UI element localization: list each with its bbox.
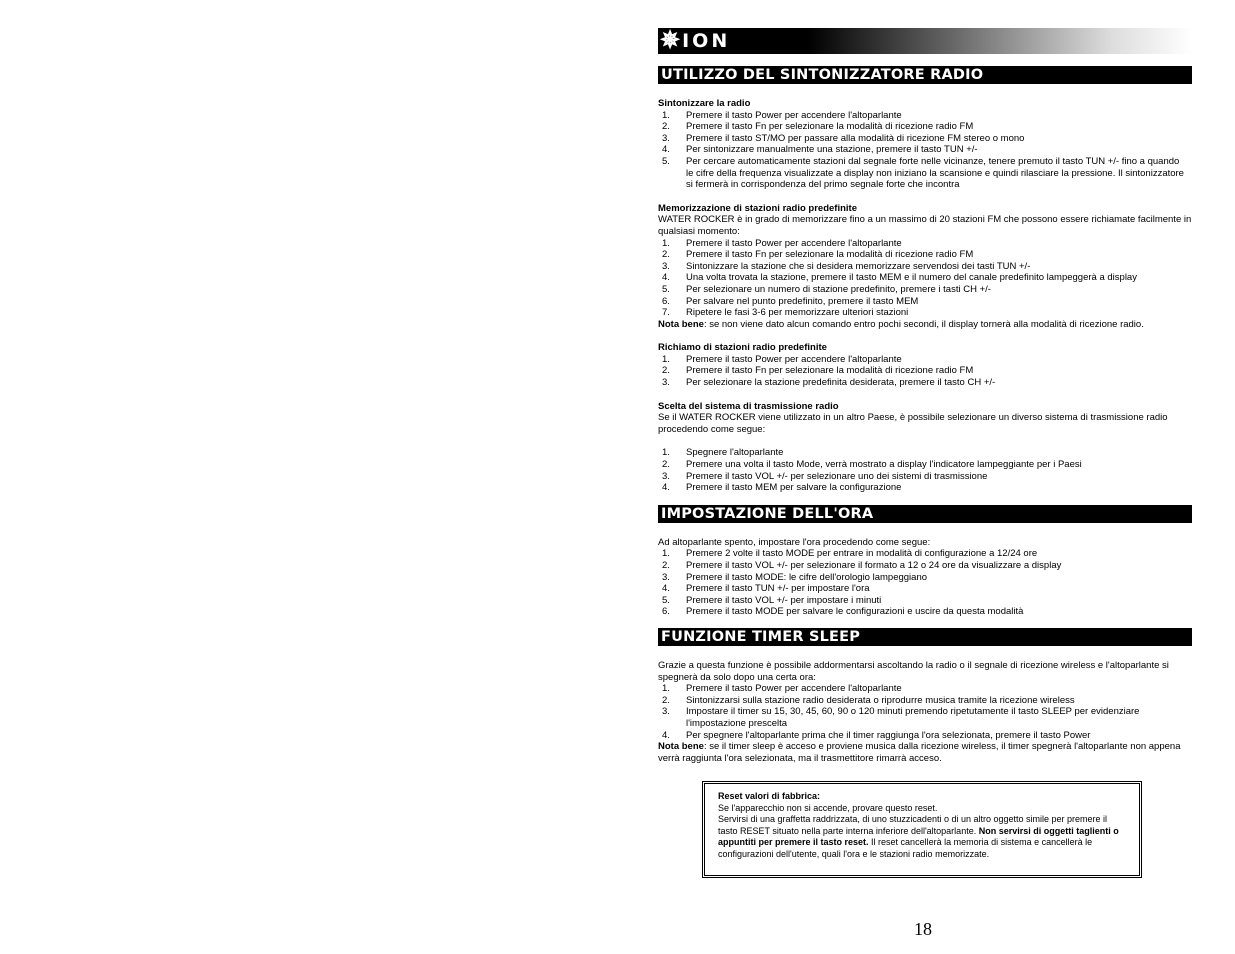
list-item: 5. Per cercare automaticamente stazioni dal segnale forte nelle vicinanze, tenere premuto il tasto TUN +/- fino a quando le cifre della frequenza visualizzate a display non iniziano la scansione e quindi rilasciare la pressione. Il sintonizzatore si fermerà in corrispondenza del primo segnale forte che incontra [662,155,1184,191]
note-text: : se non viene dato alcun comando entro pochi secondi, il display tornerà alla modalità di ricezione radio. [703,318,1144,330]
list-item: 2. Premere il tasto VOL +/- per selezionare il formato a 12 o 24 ore da visualizzare a display [662,560,1062,571]
page-number: 18 [914,919,932,939]
subsection-heading: Scelta del sistema di trasmissione radio [658,400,839,412]
reset-line: Se l'apparecchio non si accende, provare questo reset. [718,802,938,813]
note-label: Nota bene [658,318,704,330]
list-item: 5. Per selezionare un numero di stazione predefinito, premere i tasti CH +/- [662,283,991,295]
section-title-radio: UTILIZZO DEL SINTONIZZATORE RADIO [658,66,1192,84]
list-item: 2. Premere il tasto Fn per selezionare la modalità di ricezione radio FM [662,365,974,377]
list-item: 3. Per selezionare la stazione predefinita desiderata, premere il tasto CH +/- [662,377,996,389]
ion-logo-text: ION [682,29,731,52]
steps-list [658,238,1192,319]
steps-list [658,548,1192,618]
content-column [658,28,1192,764]
list-item: 4. Premere il tasto MEM per salvare la configurazione [662,482,902,494]
list-item: 4. Premere il tasto TUN +/- per impostare l'ora [662,583,870,595]
list-item: 1. Premere il tasto Power per accendere l'altoparlante [662,683,902,695]
steps-list [658,683,1192,741]
list-item: 1. Premere il tasto Power per accendere l'altoparlante [662,353,902,365]
section-title-sleep-timer: FUNZIONE TIMER SLEEP [658,628,1192,646]
list-item: 1. Spegnere l'altoparlante [662,447,784,459]
list-item: 2. Premere una volta il tasto Mode, verrà mostrato a display l'indicatore lampeggiante per i Paesi [662,459,1082,471]
subsection-heading: Richiamo di stazioni radio predefinite [658,342,827,354]
list-item: 4. Per sintonizzare manualmente una stazione, premere il tasto TUN +/- [662,144,978,156]
list-item: 3. Premere il tasto ST/MO per passare alla modalità di ricezione FM stereo o mono [662,132,1025,144]
reset-warning: Non servirsi di oggetti taglienti o appuntiti per premere il tasto reset. [718,825,1119,848]
intro-paragraph: WATER ROCKER è in grado di memorizzare fino a un massimo di 20 stazioni FM che possono essere richiamate facilmente in qualsiasi momento: [658,214,1192,237]
steps-list [658,354,1192,389]
list-item: 7. Ripetere le fasi 3-6 per memorizzare ulteriori stazioni [662,307,909,319]
steps-list [658,110,1192,191]
note-text: : se il timer sleep è acceso e proviene musica dalla ricezione wireless, il timer spegnerà l'altoparlante non appena verrà raggiunta l'ora selezionata, ma il trasmettitore rimarrà acceso. [658,741,1181,764]
list-item: 1. Premere 2 volte il tasto MODE per entrare in modalità di configurazione a 12/24 ore [662,548,1038,560]
list-item: 3. Premere il tasto MODE: le cifre dell'orologio lampeggiano [662,571,928,583]
reset-text-b: Il reset cancellerà la memoria di sistema e cancellerà le configurazioni dell'utente, quali l'ora e le stazioni radio memorizzate. [718,837,1093,859]
intro-paragraph: Grazie a questa funzione è possibile addormentarsi ascoltando la radio o il segnale di ricezione wireless e l'altoparlante si spegnerà da solo dopo una certa ora: [658,659,1169,683]
brand-header-bar [658,28,1192,54]
list-item: 1. Premere il tasto Power per accendere l'altoparlante [662,237,902,249]
note-paragraph [658,741,1192,764]
list-item: 5. Premere il tasto VOL +/- per impostare i minuti [662,594,882,606]
list-item: 3. Impostare il timer su 15, 30, 45, 60, 90 o 120 minuti premendo ripetutamente il tasto SLEEP per evidenziare l'impostazione prescelta [662,706,1140,729]
subsection-heading: Sintonizzare la radio [658,98,751,109]
list-item: 6. Per salvare nel punto predefinito, premere il tasto MEM [662,295,919,307]
ion-logo-star-icon: ✵ [660,27,681,54]
reset-info-content [718,791,1128,861]
list-item: 2. Premere il tasto Fn per selezionare la modalità di ricezione radio FM [662,249,974,261]
list-item: 3. Sintonizzare la stazione che si desidera memorizzare servendosi dei tasti TUN +/- [662,260,1031,272]
reset-heading: Reset valori di fabbrica: [718,791,821,801]
steps-list [658,447,1192,493]
list-item: 2. Sintonizzarsi sulla stazione radio desiderata o riprodurre musica tramite la ricezione wireless [662,694,1075,706]
list-item: 4. Per spegnere l'altoparlante prima che il timer raggiunga l'ora selezionata, premere il tasto Power [662,729,1091,741]
subsection-heading: Memorizzazione di stazioni radio predefinite [658,202,857,214]
intro-paragraph: Se il WATER ROCKER viene utilizzato in un altro Paese, è possibile selezionare un diverso sistema di trasmissione radio procedendo come segue: [658,412,1168,435]
intro-paragraph: Ad altoparlante spento, impostare l'ora procedendo come segue: [658,536,931,548]
reset-text-a: Servirsi di una graffetta raddrizzata, di uno stuzzicadenti o di un altro oggetto simile per premere il tasto RESET situato nella parte interna inferiore dell'altoparlante. [718,814,1108,836]
ion-logo [660,29,730,53]
list-item: 6. Premere il tasto MODE per salvare le configurazioni e uscire da questa modalità [662,606,1024,618]
list-item: 4. Una volta trovata la stazione, premere il tasto MEM e il numero del canale predefinito lampeggerà a display [662,272,1137,284]
list-item: 3. Premere il tasto VOL +/- per selezionare uno dei sistemi di trasmissione [662,470,988,482]
reset-info-box [702,781,1142,878]
note-label: Nota bene [658,741,704,753]
section-title-clock: IMPOSTAZIONE DELL'ORA [658,505,1192,523]
list-item: 1. Premere il tasto Power per accendere l'altoparlante [662,109,902,121]
note-paragraph [658,319,1192,331]
list-item: 2. Premere il tasto Fn per selezionare la modalità di ricezione radio FM [662,121,974,133]
reset-paragraph [718,814,1128,860]
